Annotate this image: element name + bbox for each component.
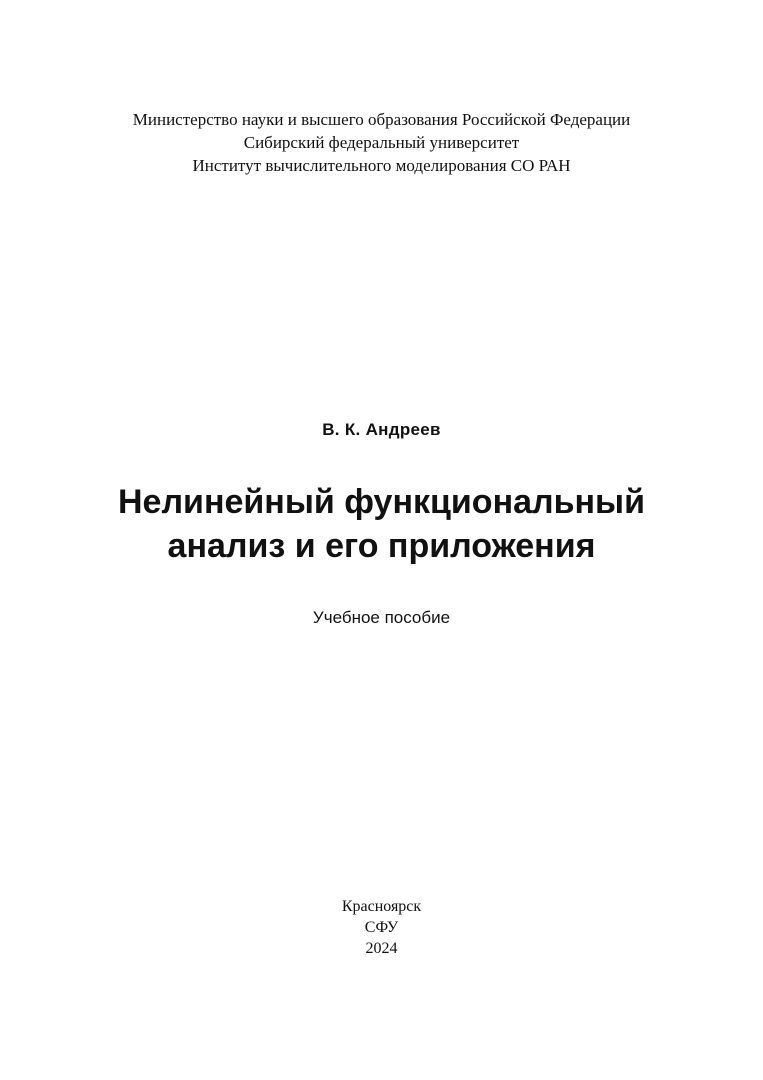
imprint-year: 2024 (365, 940, 398, 957)
imprint-publisher: СФУ (364, 919, 399, 936)
organization-header (0, 108, 763, 177)
book-title-line-2: анализ и его приложения (167, 527, 596, 565)
author-name: В. К. Андреев (322, 420, 441, 439)
ministry-name: Министерство науки и высшего образования Российской Федерации (132, 110, 631, 129)
imprint (0, 896, 763, 959)
book-subtitle: Учебное пособие (312, 608, 451, 627)
institute-name: Институт вычислительного моделирования СО РАН (192, 156, 571, 175)
imprint-city: Красноярск (341, 898, 422, 915)
book-title-line-1: Нелинейный функциональный (118, 483, 645, 521)
university-name: Сибирский федеральный университет (243, 133, 520, 152)
book-title (0, 480, 763, 568)
